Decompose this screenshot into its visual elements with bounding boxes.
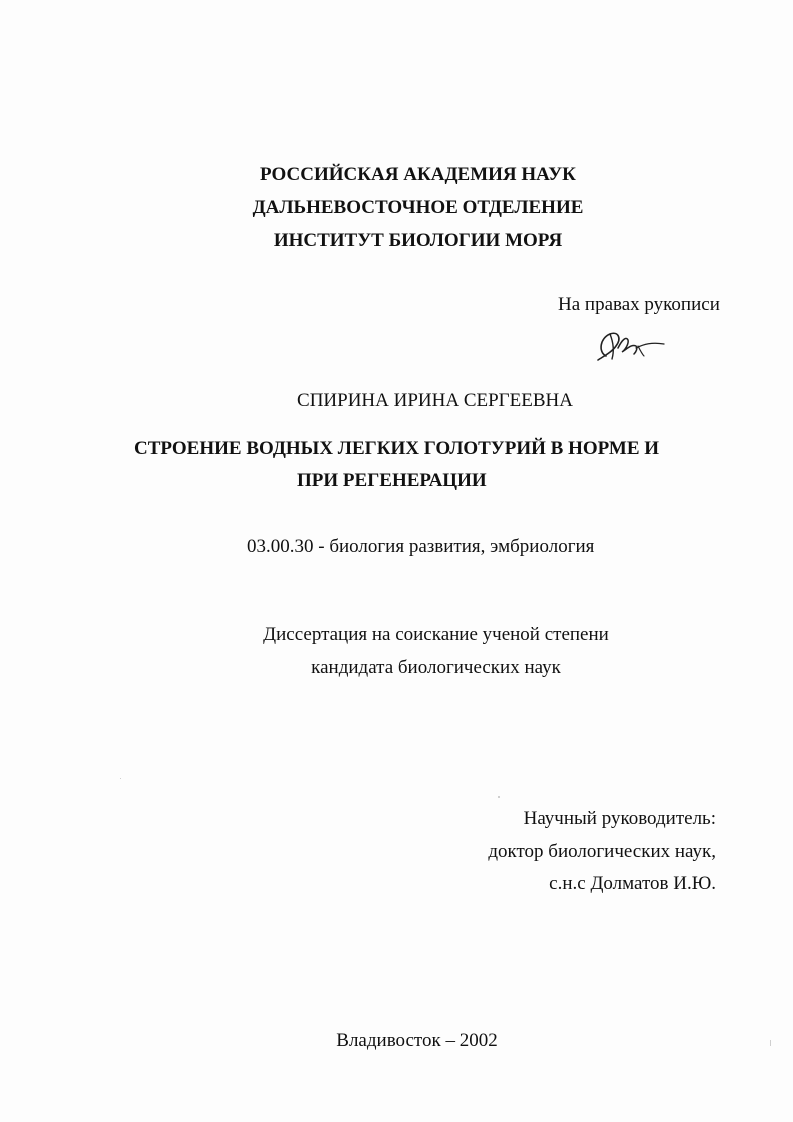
org-line-academy: РОССИЙСКАЯ АКАДЕМИЯ НАУК <box>260 164 576 185</box>
supervisor-name: с.н.с Долматов И.Ю. <box>549 873 716 894</box>
scan-speck <box>770 1040 771 1046</box>
supervisor-degree: доктор биологических наук, <box>488 841 716 862</box>
author-name: СПИРИНА ИРИНА СЕРГЕЕВНА <box>297 390 573 411</box>
city-year: Владивосток – 2002 <box>336 1030 498 1051</box>
handwritten-signature <box>592 326 672 366</box>
org-line-branch: ДАЛЬНЕВОСТОЧНОЕ ОТДЕЛЕНИЕ <box>252 197 584 218</box>
degree-line-1: Диссертация на соискание ученой степени <box>263 624 609 645</box>
manuscript-note: На правах рукописи <box>558 294 720 315</box>
supervisor-label: Научный руководитель: <box>523 808 716 829</box>
degree-line-2: кандидата биологических наук <box>311 657 561 678</box>
specialty-code: 03.00.30 - биология развития, эмбриология <box>247 536 595 557</box>
dissertation-title-line-1: СТРОЕНИЕ ВОДНЫХ ЛЕГКИХ ГОЛОТУРИЙ В НОРМЕ И <box>134 438 660 459</box>
scan-speck <box>498 796 500 798</box>
scan-speck <box>120 778 121 779</box>
dissertation-title-line-2: ПРИ РЕГЕНЕРАЦИИ <box>297 470 487 491</box>
org-line-institute: ИНСТИТУТ БИОЛОГИИ МОРЯ <box>273 230 563 251</box>
